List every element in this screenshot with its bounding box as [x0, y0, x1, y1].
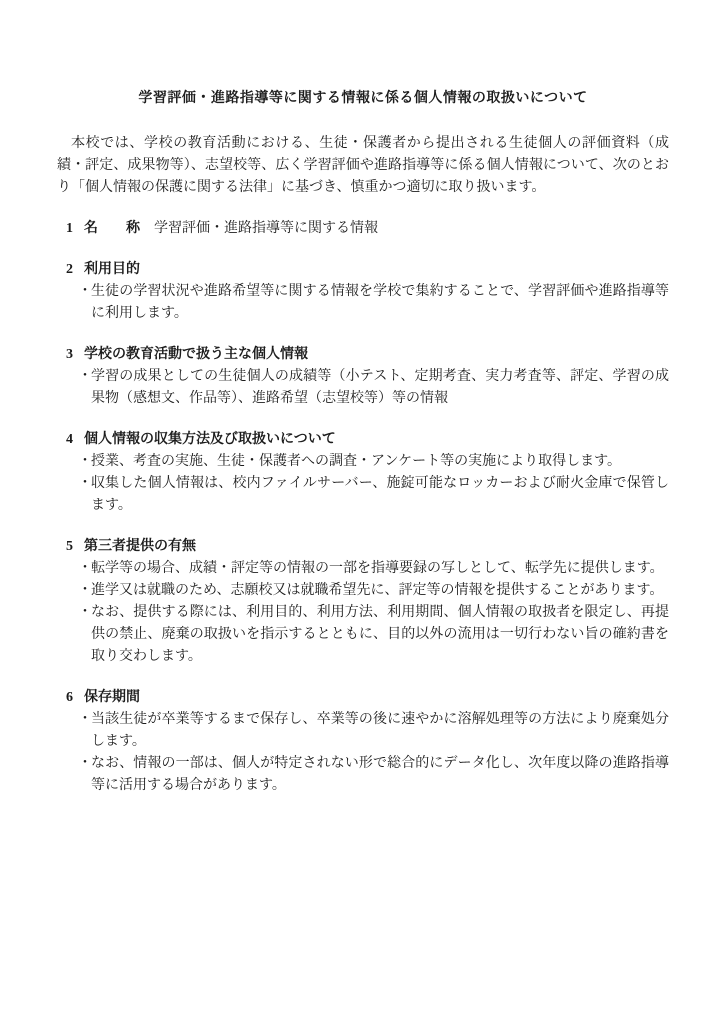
section-heading — [66, 536, 669, 558]
document-section — [57, 259, 669, 325]
bullet-text: 収集した個人情報は、校内ファイルサーバー、施錠可能なロッカーおよび耐火金庫で保管します。 — [91, 476, 669, 513]
bullet-marker: ・ — [78, 476, 92, 491]
document-section — [57, 536, 669, 668]
section-bullets — [66, 709, 669, 797]
bullet-text: 授業、考査の実施、生徒・保護者への調査・アンケート等の実施により取得します。 — [91, 454, 622, 469]
bullet-item — [78, 451, 669, 473]
section-number: 5 — [66, 539, 73, 554]
bullet-text: 生徒の学習状況や進路希望等に関する情報を学校で集約することで、学習評価や進路指導等に利用します。 — [91, 284, 669, 321]
sections-container — [57, 218, 669, 797]
intro-paragraph: 本校では、学校の教育活動における、生徒・保護者から提出される生徒個人の評価資料（成績・評定、成果物等）、志望校等、広く学習評価や進路指導等に係る個人情報について、次のとおり「個人情報の保護に関する法律」に基づき、慎重かつ適切に取り扱います。 — [57, 136, 669, 195]
bullet-item — [78, 473, 669, 517]
bullet-item — [78, 753, 669, 797]
section-number: 3 — [66, 347, 73, 362]
bullet-marker: ・ — [78, 712, 92, 727]
section-inline-value: 学習評価・進路指導等に関する情報 — [154, 221, 378, 236]
section-title: 利用目的 — [84, 262, 140, 277]
section-number: 2 — [66, 262, 73, 277]
section-bullets — [66, 281, 669, 325]
document-title: 学習評価・進路指導等に関する情報に係る個人情報の取扱いについて — [138, 91, 588, 106]
bullet-item — [78, 558, 669, 580]
document-section — [57, 687, 669, 797]
section-heading — [66, 344, 669, 366]
bullet-item — [78, 709, 669, 753]
section-heading — [66, 429, 669, 451]
bullet-text: 当該生徒が卒業等するまで保存し、卒業等の後に速やかに溶解処理等の方法により廃棄処分します。 — [91, 712, 669, 749]
section-number: 4 — [66, 432, 73, 447]
section-title: 個人情報の収集方法及び取扱いについて — [84, 432, 336, 447]
bullet-text: 進学又は就職のため、志願校又は就職希望先に、評定等の情報を提供することがあります。 — [91, 583, 664, 598]
section-heading — [66, 218, 669, 240]
bullet-item — [78, 366, 669, 410]
bullet-marker: ・ — [78, 561, 92, 576]
bullet-marker: ・ — [78, 605, 92, 620]
section-title: 学校の教育活動で扱う主な個人情報 — [84, 347, 308, 362]
bullet-item — [78, 602, 669, 668]
document-section — [57, 218, 669, 240]
section-bullets — [66, 366, 669, 410]
section-bullets — [66, 558, 669, 668]
section-number: 1 — [66, 221, 73, 236]
section-heading — [66, 687, 669, 709]
section-number: 6 — [66, 690, 73, 705]
section-heading — [66, 259, 669, 281]
bullet-marker: ・ — [78, 583, 92, 598]
bullet-item — [78, 281, 669, 325]
bullet-marker: ・ — [78, 756, 92, 771]
bullet-marker: ・ — [78, 369, 92, 384]
bullet-marker: ・ — [78, 454, 92, 469]
bullet-text: なお、提供する際には、利用目的、利用方法、利用期間、個人情報の取扱者を限定し、再提供の禁止、廃棄の取扱いを指示するとともに、目的以外の流用は一切行わない旨の確約書を取り交わします。 — [91, 605, 669, 664]
bullet-item — [78, 580, 669, 602]
document-section — [57, 344, 669, 410]
bullet-text: 転学等の場合、成績・評定等の情報の一部を指導要録の写しとして、転学先に提供します。 — [91, 561, 664, 576]
bullet-marker: ・ — [78, 284, 92, 299]
document-section — [57, 429, 669, 517]
section-title: 保存期間 — [84, 690, 140, 705]
section-bullets — [66, 451, 669, 517]
bullet-text: 学習の成果としての生徒個人の成績等（小テスト、定期考査、実力考査等、評定、学習の成果物（感想文、作品等）、進路希望（志望校等）等の情報 — [91, 369, 669, 406]
bullet-text: なお、情報の一部は、個人が特定されない形で総合的にデータ化し、次年度以降の進路指導等に活用する場合があります。 — [91, 756, 669, 793]
section-title: 第三者提供の有無 — [84, 539, 196, 554]
section-title: 名 称 — [84, 221, 140, 236]
